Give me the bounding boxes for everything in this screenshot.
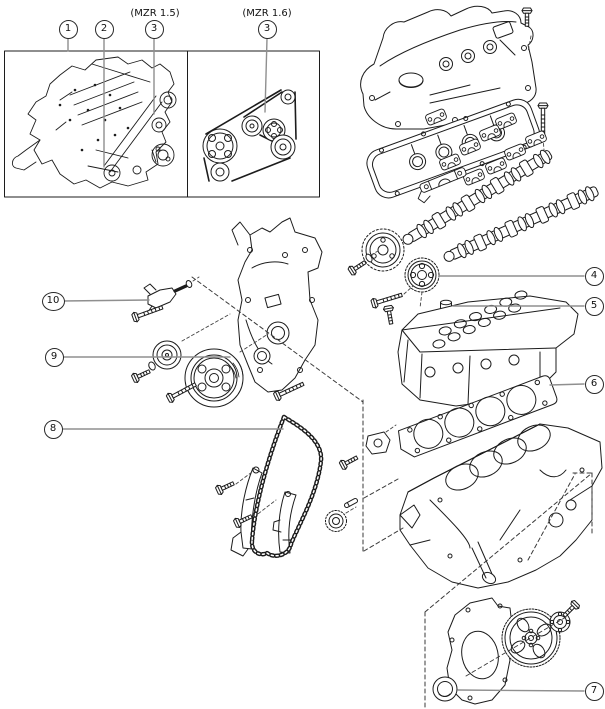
- inset-label-mzr15: (MZR 1.5): [130, 8, 180, 19]
- callout-1: 1: [59, 20, 78, 39]
- callout-9: 9: [45, 348, 64, 367]
- callout-7: 7: [585, 682, 604, 701]
- chain-tensioner-art: [339, 425, 396, 470]
- drive-belt-routing-art: [203, 90, 296, 181]
- vvt-actuator-art: [405, 258, 439, 308]
- callout-5: 5: [585, 297, 604, 316]
- callout-3-mzr16: 3: [258, 20, 277, 39]
- camshaft-sprocket-art: [347, 229, 404, 276]
- callout-2: 2: [95, 20, 114, 39]
- callout-4: 4: [585, 267, 604, 286]
- callout-6: 6: [585, 375, 604, 394]
- timing-cover-art: [232, 218, 322, 392]
- engine-assembly-art: [12, 57, 176, 188]
- callout-10: 10: [42, 292, 65, 311]
- crank-sprocket-art: [326, 507, 357, 532]
- inset-label-mzr16: (MZR 1.6): [242, 8, 292, 19]
- rear-oil-seal-art: [433, 677, 457, 701]
- head-bolt-small: [383, 305, 396, 325]
- inset-box-mzr15: [5, 51, 188, 197]
- seal-washer-art: [254, 348, 270, 364]
- callout-3-mzr15: 3: [145, 20, 164, 39]
- callout-8: 8: [44, 420, 63, 439]
